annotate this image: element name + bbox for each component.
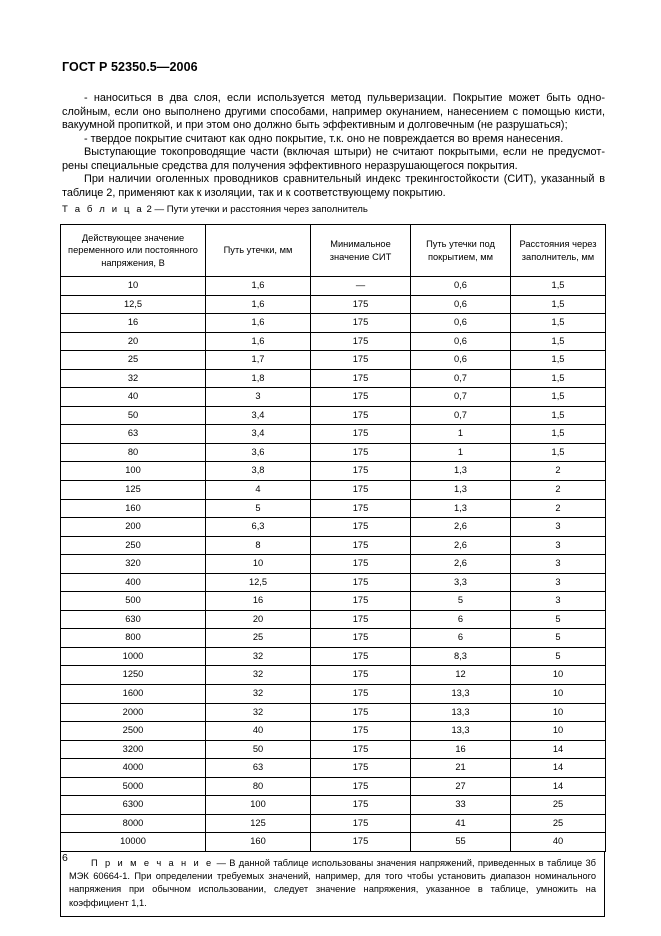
cell-voltage: 125 [61, 481, 206, 500]
cell-distance-through-filler: 3 [511, 518, 606, 537]
cell-min-cti: 175 [311, 499, 411, 518]
cell-leakage-under-coating: 0,7 [411, 388, 511, 407]
cell-leakage-path: 32 [206, 703, 311, 722]
table-row [61, 351, 606, 370]
cell-leakage-path: 1,6 [206, 314, 311, 333]
table-note-dash: — [216, 858, 226, 868]
cell-voltage: 25 [61, 351, 206, 370]
cell-distance-through-filler: 1,5 [511, 295, 606, 314]
cell-distance-through-filler: 10 [511, 722, 606, 741]
table-row [61, 796, 606, 815]
table-row [61, 740, 606, 759]
cell-leakage-path: 4 [206, 481, 311, 500]
column-header-distance-through-filler: Расстояния через заполнитель, мм [511, 225, 606, 277]
cell-distance-through-filler: 1,5 [511, 277, 606, 296]
cell-voltage: 100 [61, 462, 206, 481]
cell-voltage: 20 [61, 332, 206, 351]
cell-leakage-under-coating: 13,3 [411, 722, 511, 741]
cell-leakage-under-coating: 13,3 [411, 703, 511, 722]
cell-leakage-under-coating: 2,6 [411, 536, 511, 555]
cell-min-cti: 175 [311, 462, 411, 481]
cell-leakage-path: 63 [206, 759, 311, 778]
cell-leakage-path: 50 [206, 740, 311, 759]
cell-min-cti: 175 [311, 629, 411, 648]
cell-voltage: 12,5 [61, 295, 206, 314]
table-header-row [61, 225, 606, 277]
cell-leakage-path: 3,6 [206, 443, 311, 462]
table-row [61, 666, 606, 685]
cell-distance-through-filler: 1,5 [511, 425, 606, 444]
table-caption-label: Т а б л и ц а [62, 204, 144, 215]
cell-distance-through-filler: 1,5 [511, 388, 606, 407]
cell-leakage-under-coating: 0,6 [411, 332, 511, 351]
table-row [61, 777, 606, 796]
table-row [61, 703, 606, 722]
table-row [61, 610, 606, 629]
table-caption [62, 204, 368, 215]
cell-leakage-path: 16 [206, 592, 311, 611]
cell-leakage-path: 1,6 [206, 295, 311, 314]
cell-leakage-path: 3,8 [206, 462, 311, 481]
table-row [61, 629, 606, 648]
cell-voltage: 10 [61, 277, 206, 296]
table-caption-title: Пути утечки и расстояния через заполнитель [166, 204, 368, 215]
cell-leakage-under-coating: 6 [411, 629, 511, 648]
cell-leakage-path: 12,5 [206, 573, 311, 592]
cell-distance-through-filler: 10 [511, 703, 606, 722]
cell-min-cti: 175 [311, 369, 411, 388]
table-row [61, 833, 606, 852]
table-row [61, 462, 606, 481]
cell-voltage: 50 [61, 406, 206, 425]
cell-leakage-path: 1,8 [206, 369, 311, 388]
cell-min-cti: 175 [311, 388, 411, 407]
cell-leakage-under-coating: 1,3 [411, 462, 511, 481]
paragraph-4: При наличии оголенных проводников сравнительный индекс трекингостойкости (СИТ), указанный в таблице 2, применяют как к изоляции, так и к соответствующему покрытию. [62, 173, 605, 199]
table-row [61, 369, 606, 388]
cell-min-cti: 175 [311, 332, 411, 351]
cell-leakage-path: 100 [206, 796, 311, 815]
cell-distance-through-filler: 14 [511, 759, 606, 778]
cell-min-cti: 175 [311, 759, 411, 778]
table-row [61, 481, 606, 500]
cell-voltage: 80 [61, 443, 206, 462]
cell-min-cti: 175 [311, 592, 411, 611]
cell-leakage-under-coating: 2,6 [411, 555, 511, 574]
cell-distance-through-filler: 2 [511, 481, 606, 500]
cell-voltage: 1600 [61, 685, 206, 704]
page-number: 6 [62, 852, 68, 864]
cell-leakage-under-coating: 0,6 [411, 314, 511, 333]
table-row [61, 518, 606, 537]
table-caption-number: 2 [146, 204, 152, 215]
cell-min-cti: 175 [311, 814, 411, 833]
cell-min-cti: 175 [311, 481, 411, 500]
cell-leakage-path: 160 [206, 833, 311, 852]
cell-distance-through-filler: 25 [511, 796, 606, 815]
cell-voltage: 4000 [61, 759, 206, 778]
cell-distance-through-filler: 3 [511, 592, 606, 611]
column-header-leakage-under-coating: Путь утечки под покрытием, мм [411, 225, 511, 277]
table-row [61, 406, 606, 425]
cell-leakage-under-coating: 55 [411, 833, 511, 852]
cell-distance-through-filler: 1,5 [511, 332, 606, 351]
cell-leakage-under-coating: 1,3 [411, 499, 511, 518]
cell-voltage: 400 [61, 573, 206, 592]
cell-leakage-path: 1,7 [206, 351, 311, 370]
cell-leakage-under-coating: 0,6 [411, 351, 511, 370]
cell-leakage-path: 6,3 [206, 518, 311, 537]
cell-leakage-path: 1,6 [206, 277, 311, 296]
cell-min-cti: 175 [311, 406, 411, 425]
table-row [61, 277, 606, 296]
cell-distance-through-filler: 3 [511, 573, 606, 592]
cell-voltage: 200 [61, 518, 206, 537]
table-row [61, 332, 606, 351]
cell-voltage: 630 [61, 610, 206, 629]
cell-voltage: 160 [61, 499, 206, 518]
running-head: ГОСТ Р 52350.5—2006 [62, 60, 198, 74]
cell-leakage-path: 20 [206, 610, 311, 629]
cell-min-cti: 175 [311, 536, 411, 555]
cell-leakage-path: 8 [206, 536, 311, 555]
cell-distance-through-filler: 3 [511, 536, 606, 555]
cell-leakage-under-coating: 5 [411, 592, 511, 611]
paragraph-2: - твердое покрытие считают как одно покрытие, т.к. оно не повреждается во время нанесения. [84, 132, 564, 145]
cell-min-cti: 175 [311, 777, 411, 796]
cell-distance-through-filler: 1,5 [511, 314, 606, 333]
cell-voltage: 3200 [61, 740, 206, 759]
body-text-block [62, 92, 605, 200]
cell-min-cti: 175 [311, 610, 411, 629]
cell-voltage: 40 [61, 388, 206, 407]
cell-leakage-path: 125 [206, 814, 311, 833]
cell-min-cti: — [311, 277, 411, 296]
cell-distance-through-filler: 5 [511, 647, 606, 666]
table-row [61, 295, 606, 314]
cell-leakage-under-coating: 0,6 [411, 295, 511, 314]
cell-voltage: 2500 [61, 722, 206, 741]
cell-min-cti: 175 [311, 703, 411, 722]
cell-leakage-path: 5 [206, 499, 311, 518]
cell-leakage-under-coating: 1 [411, 443, 511, 462]
cell-leakage-under-coating: 21 [411, 759, 511, 778]
leakage-paths-table [60, 224, 606, 852]
cell-voltage: 800 [61, 629, 206, 648]
column-header-voltage: Действующее значение переменного или постоянного напряжения, В [61, 225, 206, 277]
cell-min-cti: 175 [311, 443, 411, 462]
table-row [61, 685, 606, 704]
table-row [61, 555, 606, 574]
table-note-label: П р и м е ч а н и е [91, 858, 214, 868]
cell-leakage-under-coating: 0,6 [411, 277, 511, 296]
cell-leakage-under-coating: 1,3 [411, 481, 511, 500]
table-note-text: В данной таблице использованы значения напряжений, приведенных в таблице 3б МЭК 60664-1. При определении требуемых значений, например, для того чтобы установить диапазон номинального напряжения при обычном использовании, следует значение напряжения, указанное в таблице, умножить на коэффициент 1,1. [69, 858, 596, 908]
table-row [61, 536, 606, 555]
cell-min-cti: 175 [311, 722, 411, 741]
cell-voltage: 1000 [61, 647, 206, 666]
cell-leakage-under-coating: 8,3 [411, 647, 511, 666]
cell-distance-through-filler: 1,5 [511, 443, 606, 462]
cell-distance-through-filler: 1,5 [511, 351, 606, 370]
cell-voltage: 5000 [61, 777, 206, 796]
cell-voltage: 6300 [61, 796, 206, 815]
cell-min-cti: 175 [311, 647, 411, 666]
cell-min-cti: 175 [311, 833, 411, 852]
paragraph-1: - наноситься в два слоя, если используется метод пульверизации. Покрытие может быть однослойным, если оно выполнено другими способами, например окунанием, нанесением с помощью кисти, вакуумной пропиткой, и при этом оно должно быть эффективным и долговечным (не разрушаться); [62, 92, 605, 132]
cell-distance-through-filler: 1,5 [511, 369, 606, 388]
paragraph-3: Выступающие токопроводящие части (включая штыри) не считают покрытыми, если не предусмотрены специальные средства для получения эффективного неразрушающегося покрытия. [62, 146, 605, 172]
table-row [61, 592, 606, 611]
table-caption-dash: — [154, 204, 165, 215]
cell-leakage-path: 40 [206, 722, 311, 741]
cell-leakage-path: 3 [206, 388, 311, 407]
cell-min-cti: 175 [311, 740, 411, 759]
cell-distance-through-filler: 5 [511, 629, 606, 648]
cell-leakage-path: 3,4 [206, 425, 311, 444]
cell-distance-through-filler: 40 [511, 833, 606, 852]
cell-leakage-under-coating: 0,7 [411, 406, 511, 425]
cell-voltage: 63 [61, 425, 206, 444]
cell-voltage: 2000 [61, 703, 206, 722]
table-row [61, 814, 606, 833]
cell-leakage-under-coating: 12 [411, 666, 511, 685]
cell-leakage-path: 32 [206, 647, 311, 666]
cell-leakage-under-coating: 3,3 [411, 573, 511, 592]
table-row [61, 388, 606, 407]
cell-min-cti: 175 [311, 425, 411, 444]
cell-leakage-path: 3,4 [206, 406, 311, 425]
cell-voltage: 10000 [61, 833, 206, 852]
leakage-paths-table-container [60, 224, 605, 852]
cell-leakage-path: 25 [206, 629, 311, 648]
table-header [61, 225, 606, 277]
cell-distance-through-filler: 2 [511, 462, 606, 481]
cell-leakage-under-coating: 1 [411, 425, 511, 444]
cell-voltage: 16 [61, 314, 206, 333]
cell-voltage: 8000 [61, 814, 206, 833]
cell-leakage-under-coating: 0,7 [411, 369, 511, 388]
cell-leakage-under-coating: 16 [411, 740, 511, 759]
column-header-leakage-path: Путь утечки, мм [206, 225, 311, 277]
cell-leakage-path: 32 [206, 685, 311, 704]
cell-min-cti: 175 [311, 295, 411, 314]
cell-leakage-under-coating: 33 [411, 796, 511, 815]
cell-leakage-path: 10 [206, 555, 311, 574]
table-row [61, 425, 606, 444]
cell-leakage-path: 32 [206, 666, 311, 685]
cell-min-cti: 175 [311, 685, 411, 704]
cell-min-cti: 175 [311, 555, 411, 574]
cell-voltage: 320 [61, 555, 206, 574]
cell-leakage-under-coating: 27 [411, 777, 511, 796]
cell-leakage-under-coating: 41 [411, 814, 511, 833]
cell-voltage: 500 [61, 592, 206, 611]
table-row [61, 443, 606, 462]
cell-distance-through-filler: 14 [511, 740, 606, 759]
cell-leakage-under-coating: 2,6 [411, 518, 511, 537]
cell-distance-through-filler: 10 [511, 666, 606, 685]
cell-min-cti: 175 [311, 796, 411, 815]
cell-min-cti: 175 [311, 518, 411, 537]
cell-voltage: 32 [61, 369, 206, 388]
cell-distance-through-filler: 2 [511, 499, 606, 518]
table-row [61, 759, 606, 778]
cell-leakage-path: 1,6 [206, 332, 311, 351]
cell-min-cti: 175 [311, 573, 411, 592]
table-row [61, 647, 606, 666]
table-row [61, 314, 606, 333]
table-row [61, 573, 606, 592]
cell-min-cti: 175 [311, 314, 411, 333]
cell-distance-through-filler: 25 [511, 814, 606, 833]
cell-distance-through-filler: 10 [511, 685, 606, 704]
cell-voltage: 250 [61, 536, 206, 555]
cell-distance-through-filler: 3 [511, 555, 606, 574]
table-body [61, 277, 606, 852]
cell-distance-through-filler: 1,5 [511, 406, 606, 425]
table-row [61, 499, 606, 518]
cell-leakage-under-coating: 13,3 [411, 685, 511, 704]
cell-min-cti: 175 [311, 351, 411, 370]
cell-voltage: 1250 [61, 666, 206, 685]
cell-leakage-path: 80 [206, 777, 311, 796]
cell-leakage-under-coating: 6 [411, 610, 511, 629]
column-header-min-cti: Минимальное значение СИТ [311, 225, 411, 277]
table-row [61, 722, 606, 741]
table-note-box [60, 851, 605, 917]
cell-distance-through-filler: 14 [511, 777, 606, 796]
cell-distance-through-filler: 5 [511, 610, 606, 629]
cell-min-cti: 175 [311, 666, 411, 685]
table-note [69, 857, 596, 910]
